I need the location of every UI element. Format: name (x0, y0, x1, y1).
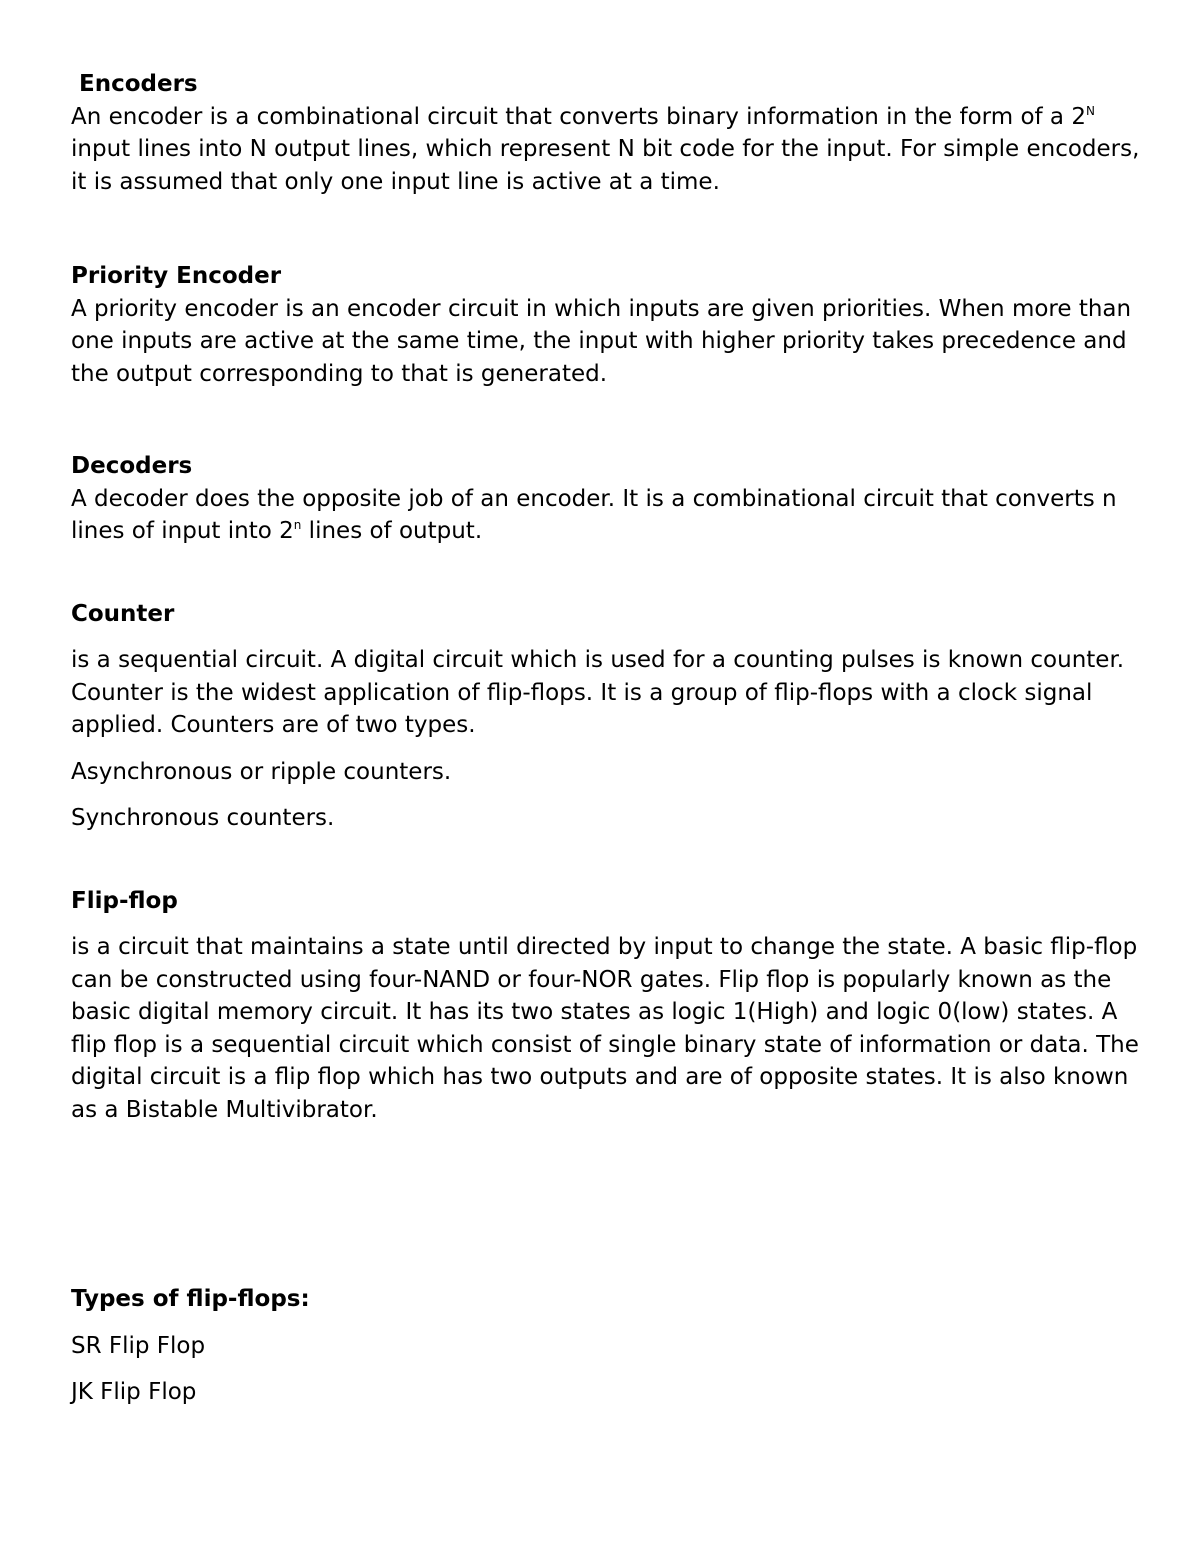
heading-flip-flop: Flip-flop (71, 887, 178, 914)
section-priority-encoder (71, 260, 1151, 390)
superscript-n-lower: n (293, 518, 302, 532)
paragraph-encoders (71, 101, 1151, 199)
heading-decoders: Decoders (71, 453, 193, 479)
section-flip-flop-types (71, 1283, 1151, 1409)
paragraph-encoders-part2: input lines into N output lines, which represent N bit code for the input. For simple encoders, it is assumed that only one input line is active at a time. (71, 136, 1140, 195)
flip-flop-type-item: JK Flip Flop (71, 1379, 197, 1405)
section-encoders (71, 68, 1151, 198)
counter-type-item: Synchronous counters. (71, 805, 335, 831)
paragraph-decoders-part2: lines of output. (301, 518, 483, 544)
document-page (71, 68, 1151, 1409)
paragraph-priority-encoder: A priority encoder is an encoder circuit in which inputs are given priorities. When more than one inputs are active at the same time, the input with higher priority takes precedence and the output corresponding to that is generated. (71, 295, 1132, 387)
section-counter (71, 598, 1151, 835)
heading-flip-flop-types: Types of flip-flops: (71, 1286, 310, 1312)
heading-priority-encoder: Priority Encoder (71, 263, 282, 289)
section-decoders (71, 450, 1151, 548)
paragraph-decoders (71, 483, 1151, 548)
heading-counter: Counter (71, 600, 175, 627)
counter-type-item: Asynchronous or ripple counters. (71, 758, 452, 785)
paragraph-encoders-part1: An encoder is a combinational circuit that converts binary information in the form of a 2 (71, 103, 1086, 130)
paragraph-decoders-part1: A decoder does the opposite job of an encoder. It is a combinational circuit that converts n lines of input into 2 (71, 485, 1117, 544)
paragraph-counter: is a sequential circuit. A digital circuit which is used for a counting pulses is known counter. Counter is the widest application of flip-flops. It is a group of flip-flops with a clock signal applied. Counters are of two types. (71, 647, 1125, 738)
section-flip-flop (71, 885, 1151, 1127)
paragraph-flip-flop: is a circuit that maintains a state until directed by input to change the state. A basic flip-flop can be constructed using four-NAND or four-NOR gates. Flip flop is popularly known as the basic digital memory circuit. It has its two states as logic 1(High) and logic 0(low) states. A flip flop is a sequential circuit which consist of single binary state of information or data. The digital circuit is a flip flop which has two outputs and are of opposite states. It is also known as a Bistable Multivibrator. (71, 934, 1139, 1123)
flip-flop-type-item: SR Flip Flop (71, 1332, 206, 1359)
superscript-n: N (1085, 103, 1095, 118)
heading-encoders: Encoders (71, 71, 198, 97)
